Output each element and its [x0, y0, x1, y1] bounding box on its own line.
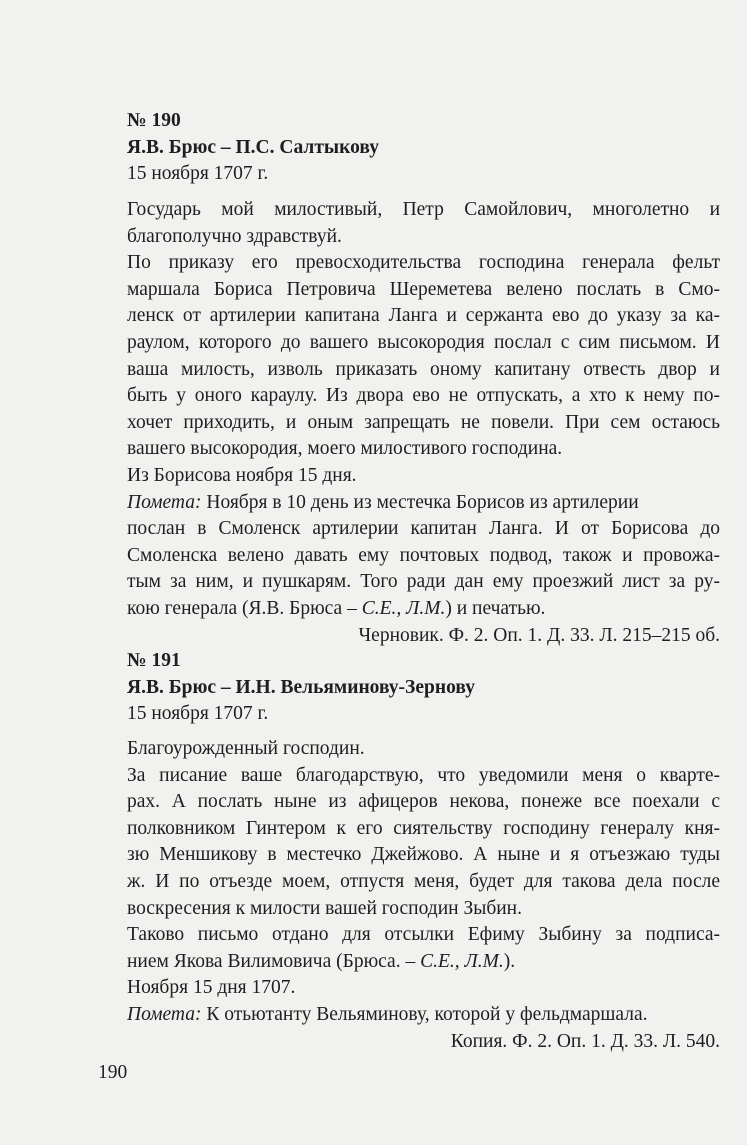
- text-line: Из Борисова ноября 15 дня.: [127, 464, 357, 486]
- text-line: зю Меншикову в местечко Джейжово. А ныне и я отъезжаю туды: [127, 844, 720, 866]
- note-line: [127, 596, 720, 623]
- text-line: Таково письмо отдано для отсылки Ефиму Зыбину за подписа-: [127, 924, 720, 946]
- text-line: полковником Гинтером к его сиятельству господину генералу кня-: [127, 817, 720, 839]
- signature-text: ).: [503, 950, 516, 972]
- source-reference: Черновик. Ф. 2. Оп. 1. Д. 33. Л. 215–215 об.: [358, 624, 720, 646]
- text-line: ваша милость, изволь приказать оному капитану отвесть двор и: [127, 358, 720, 380]
- text-line: воскресения к милости вашей господин Зыбин.: [127, 897, 522, 919]
- note-text: Ноября в 10 день из местечка Борисов из артилерии: [206, 491, 639, 513]
- document-date: 15 ноября 1707 г.: [127, 703, 269, 725]
- closing-line: Ноября 15 дня 1707.: [127, 977, 296, 999]
- document-191-body: [127, 736, 720, 1055]
- note-line: тым за ним, и пушкарям. Того ради дан ему проезжий лист за ру-: [127, 571, 720, 593]
- document-date: 15 ноября 1707 г.: [127, 163, 269, 185]
- text-line: По приказу его превосходительства господина генерала фельт: [127, 252, 720, 274]
- text-line: рах. А послать ныне из афицеров некова, понеже все поехали с: [127, 791, 720, 813]
- editor-initials: С.Е., Л.М.: [361, 597, 446, 619]
- document-number: № 191: [127, 650, 181, 671]
- text-line: Благоурожденный господин.: [127, 738, 365, 759]
- text-line: вашего высокородия, моего милостивого господина.: [127, 438, 563, 460]
- source-reference: Копия. Ф. 2. Оп. 1. Д. 33. Л. 540.: [450, 1030, 720, 1052]
- text-line: Государь мой милостивый, Петр Самойлович, многолетно и: [127, 199, 720, 220]
- note-line: [127, 1002, 720, 1029]
- note-text: ) и печатью.: [445, 597, 546, 619]
- editor-initials: С.Е., Л.М.: [420, 950, 504, 972]
- note-line: послан в Смоленск артилерии капитан Ланга. И от Борисова до: [127, 518, 720, 540]
- text-line: благополучно здравствуй.: [127, 225, 342, 247]
- note-line: Смоленска велено давать ему почтовых подвод, також и провожа-: [127, 544, 720, 566]
- text-line: [127, 949, 720, 976]
- note-text: кою генерала (Я.В. Брюса –: [127, 597, 362, 619]
- text-line: ленск от артилерии капитана Ланга и сержанта ево до указу за ка-: [127, 305, 720, 327]
- note-label: Помета:: [127, 1003, 202, 1025]
- note-text: К отьютанту Вельяминову, которой у фельдмаршала.: [206, 1003, 648, 1025]
- page-number: 190: [98, 1062, 128, 1083]
- document-heading: Я.В. Брюс – П.С. Салтыкову: [127, 136, 379, 158]
- text-line: раулом, которого до вашего высокородия послал с сим письмом. И: [127, 331, 720, 353]
- text-line: маршала Бориса Петровича Шереметева велено послать в Смо-: [127, 278, 720, 300]
- signature-text: нием Якова Вилимовича (Брюса. –: [127, 950, 421, 972]
- text-line: За писание ваше благодарствую, что уведомили меня о кварте-: [127, 764, 720, 786]
- note-label: Помета:: [127, 491, 202, 513]
- document-190-body: [127, 197, 720, 649]
- document-number: № 190: [127, 110, 181, 131]
- document-191-header: [127, 648, 720, 728]
- note-line: [127, 490, 720, 517]
- text-line: ж. И по отъезде моем, отпустя меня, будет для такова дела после: [127, 870, 720, 892]
- document-190-header: [127, 108, 720, 188]
- text-line: хочет приходить, и оным запрещать не повели. При сем остаюсь: [127, 411, 720, 433]
- document-heading: Я.В. Брюс – И.Н. Вельяминову-Зернову: [127, 676, 475, 698]
- text-line: быть у оного караулу. Из двора ево не отпускать, а хто к нему по-: [127, 385, 720, 407]
